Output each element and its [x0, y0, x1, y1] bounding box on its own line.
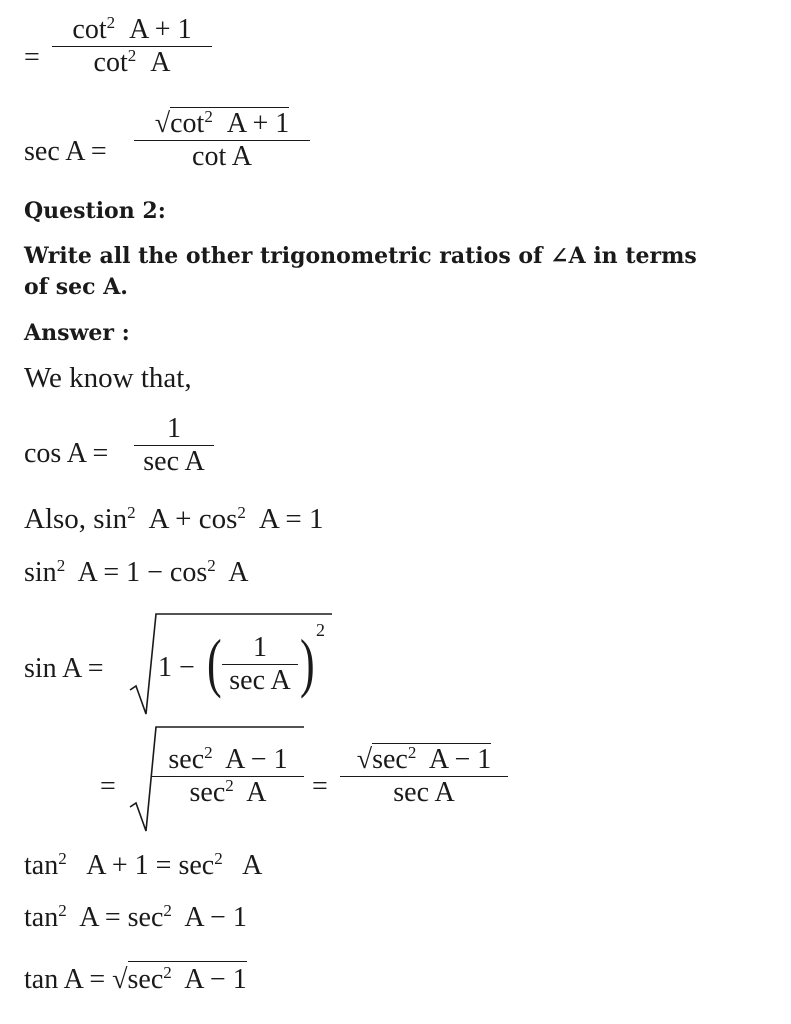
right-paren: )	[300, 625, 315, 700]
question-title: Question 2:	[24, 198, 166, 224]
tan-a-line: $\tan A = √\sec^2$ A − 1	[24, 963, 247, 995]
fraction-cos-a	[134, 413, 214, 478]
denominator: $\sec^2 A$	[189, 776, 267, 808]
numerator: 1	[253, 632, 267, 663]
equals-sign-2: =	[100, 771, 116, 802]
we-know-that: We know that,	[24, 362, 192, 394]
cos-a-lhs: cos A =	[24, 438, 109, 469]
numerator: $√\cot^2$ A + 1	[154, 107, 290, 139]
fraction-sec-squared	[152, 744, 304, 809]
equals-sign: =	[24, 42, 40, 73]
sec-a-lhs: sec A =	[24, 136, 107, 167]
denominator: cot A	[192, 141, 252, 172]
question-text-line-1: Write all the other trigonometric ratios of ∠A in terms	[24, 243, 697, 269]
question-text-line-2: of sec A.	[24, 274, 128, 300]
numerator: $\sec^2 A - 1$	[168, 743, 288, 775]
fraction-sin-a-result	[340, 744, 508, 809]
denominator: sec A	[143, 446, 205, 477]
left-paren: (	[207, 625, 222, 700]
one-minus: 1 −	[158, 652, 195, 683]
identity-line: Also, $\sin^2 A + \cos^2 A = 1$	[24, 503, 324, 535]
denominator: sec A	[393, 777, 455, 808]
numerator: $\cot^2 A + 1$	[72, 13, 192, 45]
fraction-one-over-sec	[222, 632, 298, 697]
equals-sign-3: =	[312, 771, 328, 802]
numerator: 1	[167, 413, 181, 444]
tan-identity-line: $\tan^2$ $A + 1 = \sec^2$ A	[24, 849, 263, 881]
tan-squared-line: $\tan^2 A = \sec^2 A - 1$	[24, 901, 247, 933]
numerator: $√\sec^2$ A − 1	[356, 743, 492, 775]
fraction-sec-a	[134, 108, 310, 173]
power-two: 2	[316, 620, 325, 640]
fraction-cot-squared	[52, 14, 212, 79]
denominator: sec A	[229, 665, 291, 696]
answer-label: Answer :	[24, 320, 130, 346]
sin-a-lhs: sin A =	[24, 653, 104, 684]
sin-squared-line: $\sin^2 A = 1 - \cos^2 A$	[24, 556, 249, 588]
denominator: $\cot^2 A$	[93, 46, 171, 78]
